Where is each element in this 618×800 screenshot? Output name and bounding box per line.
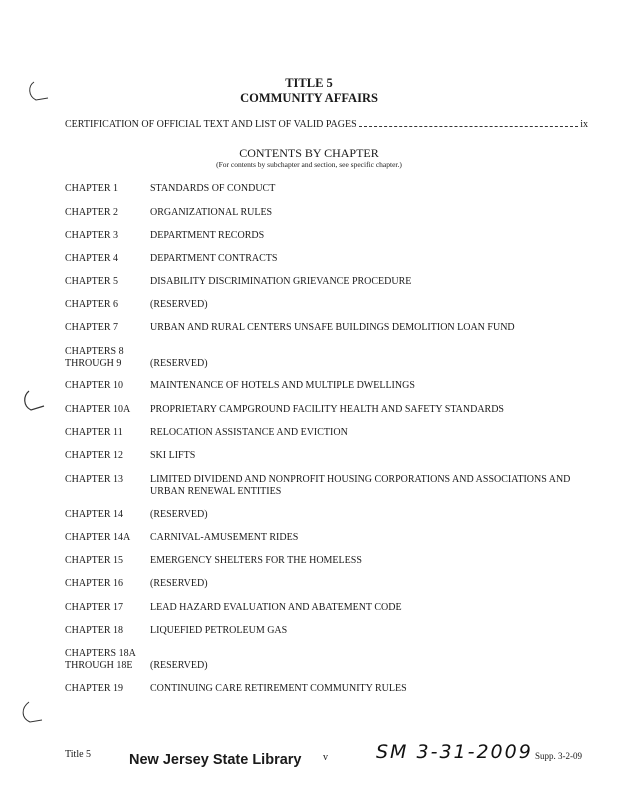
- chapter-title: ORGANIZATIONAL RULES: [150, 207, 273, 218]
- chapter-number: CHAPTER 13: [65, 474, 124, 485]
- chapter-title: DEPARTMENT CONTRACTS: [150, 253, 278, 264]
- chapter-number: CHAPTER 10A: [65, 404, 131, 415]
- chapter-number: CHAPTER 12: [65, 450, 124, 461]
- chapter-title: MAINTENANCE OF HOTELS AND MULTIPLE DWELLINGS: [150, 380, 415, 391]
- chapter-title: PROPRIETARY CAMPGROUND FACILITY HEALTH AND SAFETY STANDARDS: [150, 404, 504, 415]
- chapter-number: CHAPTER 14: [65, 509, 124, 520]
- chapter-title: (RESERVED): [150, 509, 208, 520]
- certification-label: CERTIFICATION OF OFFICIAL TEXT AND LIST OF VALID PAGES: [65, 119, 357, 130]
- chapter-number: CHAPTER 11: [65, 427, 123, 438]
- chapter-number: CHAPTER 17: [65, 602, 124, 613]
- chapter-title: LIQUEFIED PETROLEUM GAS: [150, 625, 288, 636]
- chapter-title: CONTINUING CARE RETIREMENT COMMUNITY RULES: [150, 683, 407, 694]
- page-number: v: [323, 752, 328, 763]
- chapter-title: (RESERVED): [150, 299, 208, 310]
- supplement-date: Supp. 3-2-09: [535, 751, 582, 761]
- chapter-title: (RESERVED): [150, 660, 208, 671]
- certification-line: [65, 119, 588, 130]
- chapter-number: CHAPTER 1: [65, 183, 119, 194]
- chapter-number: CHAPTER 5: [65, 276, 119, 287]
- chapter-number: CHAPTER 4: [65, 253, 119, 264]
- chapter-number: CHAPTER 7: [65, 322, 119, 333]
- leader-dots: [359, 126, 579, 127]
- chapter-number: CHAPTER 18: [65, 625, 124, 636]
- punch-hole-mark-bottom: [20, 700, 46, 726]
- chapter-title: CARNIVAL-AMUSEMENT RIDES: [150, 532, 299, 543]
- chapter-number: CHAPTER 3: [65, 230, 119, 241]
- chapter-title: SKI LIFTS: [150, 450, 196, 461]
- chapter-title: LEAD HAZARD EVALUATION AND ABATEMENT CODE: [150, 602, 402, 613]
- chapter-number: CHAPTERS 18A THROUGH 18E: [65, 648, 136, 671]
- chapter-title: URBAN AND RURAL CENTERS UNSAFE BUILDINGS DEMOLITION LOAN FUND: [150, 322, 515, 333]
- handwritten-date-stamp: SM 3-31-2009: [376, 741, 533, 763]
- chapter-title: STANDARDS OF CONDUCT: [150, 183, 276, 194]
- certification-page: ix: [580, 119, 588, 130]
- chapter-number: CHAPTERS 8 THROUGH 9: [65, 346, 124, 369]
- contents-heading: CONTENTS BY CHAPTER: [239, 146, 379, 160]
- chapter-number: CHAPTER 6: [65, 299, 119, 310]
- chapter-number: CHAPTER 16: [65, 578, 124, 589]
- subtitle: COMMUNITY AFFAIRS: [240, 91, 378, 105]
- footer-title: Title 5: [65, 749, 92, 760]
- library-stamp: New Jersey State Library: [129, 752, 302, 768]
- chapter-title: DEPARTMENT RECORDS: [150, 230, 265, 241]
- chapter-title: DISABILITY DISCRIMINATION GRIEVANCE PROCEDURE: [150, 276, 412, 287]
- chapter-title: LIMITED DIVIDEND AND NONPROFIT HOUSING CORPORATIONS AND ASSOCIATIONS AND URBAN RENEWAL ENTITIES: [150, 474, 571, 497]
- chapter-number: CHAPTER 10: [65, 380, 124, 391]
- chapter-number: CHAPTER 14A: [65, 532, 131, 543]
- title: TITLE 5: [285, 76, 333, 90]
- chapter-number: CHAPTER 15: [65, 555, 124, 566]
- chapter-title: RELOCATION ASSISTANCE AND EVICTION: [150, 427, 348, 438]
- contents-note: (For contents by subchapter and section, see specific chapter.): [216, 160, 402, 169]
- chapter-number: CHAPTER 19: [65, 683, 124, 694]
- chapter-title: (RESERVED): [150, 358, 208, 369]
- chapter-number: CHAPTER 2: [65, 207, 119, 218]
- chapter-title: EMERGENCY SHELTERS FOR THE HOMELESS: [150, 555, 362, 566]
- punch-hole-mark-middle: [22, 388, 48, 414]
- title-block: [0, 76, 618, 106]
- chapter-title: (RESERVED): [150, 578, 208, 589]
